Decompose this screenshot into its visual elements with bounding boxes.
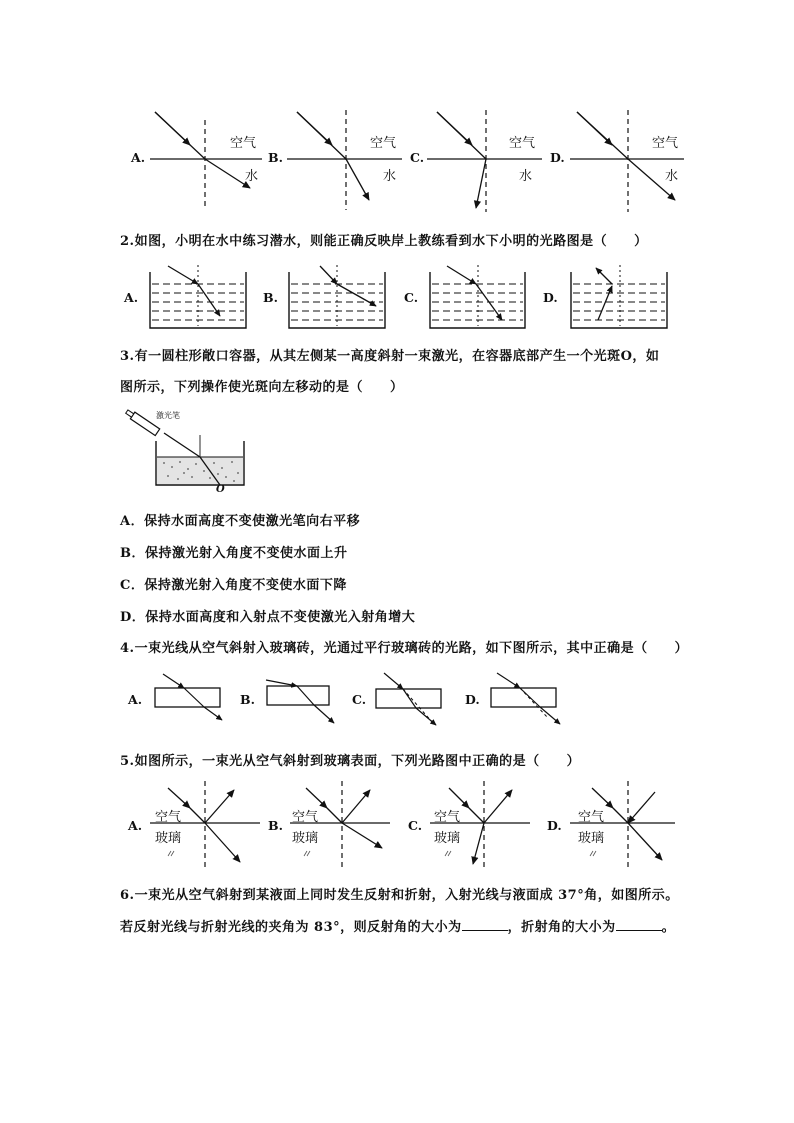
q4-option-c-diagram — [376, 673, 441, 725]
q3-choice-b: B．保持激光射入角度不变使水面上升 — [120, 546, 348, 561]
q5-option-b-label: B. — [268, 818, 283, 833]
q6-question-line1: 6.一束光从空气斜射到某液面上同时发生反射和折射，入射光线与液面成 37°角，如图所示。 — [120, 888, 679, 903]
q1-option-c-label: C. — [410, 150, 425, 165]
q2-option-b-diagram — [289, 265, 385, 328]
q5-c-air-label: 空气 — [434, 810, 461, 825]
q1-option-a-label: A. — [131, 150, 146, 165]
q3-diagram — [120, 405, 270, 500]
q5-c-glass-label: 玻璃 — [434, 831, 461, 846]
q1-diagrams — [0, 100, 794, 220]
q4-question: 4.一束光线从空气斜射入玻璃砖，光通过平行玻璃砖的光路，如下图所示，其中正确是（ ） — [120, 641, 689, 656]
q4-diagrams — [0, 668, 794, 728]
q1-option-b-label: B. — [268, 150, 283, 165]
q5-option-d-label: D. — [547, 818, 562, 833]
q1-option-a-diagram — [150, 112, 262, 210]
q2-option-d-label: D. — [543, 290, 558, 305]
q4-option-a-diagram — [155, 674, 222, 720]
q4-option-c-label: C. — [352, 692, 367, 707]
q3-choice-d: D．保持水面高度和入射点不变使激光入射角增大 — [120, 610, 416, 625]
q4-option-d-label: D. — [465, 692, 480, 707]
refraction-angle-blank[interactable] — [616, 919, 662, 931]
q5-option-c-diagram — [430, 781, 530, 870]
q5-option-c-label: C. — [408, 818, 423, 833]
q2-option-a-label: A. — [124, 290, 139, 305]
q3-choice-c: C．保持激光射入角度不变使水面下降 — [120, 578, 347, 593]
q1-option-d-diagram — [570, 110, 684, 212]
q1-b-air-label: 空气 — [370, 136, 397, 151]
q4-option-d-diagram — [491, 673, 560, 724]
q3-question-line2: 图所示，下列操作使光斑向左移动的是（ ） — [120, 380, 404, 395]
q3-laser-pen-label: 激光笔 — [156, 411, 180, 420]
q1-c-air-label: 空气 — [509, 136, 536, 151]
q1-b-water-label: 水 — [383, 169, 397, 184]
q3-choice-a: A．保持水面高度不变使激光笔向右平移 — [120, 514, 361, 529]
q6-line2-part-c: 。 — [661, 920, 676, 935]
q2-option-c-label: C. — [404, 290, 419, 305]
q3-spot-label: O — [216, 484, 225, 495]
q4-option-a-label: A. — [128, 692, 143, 707]
q2-diagrams — [0, 260, 794, 335]
q1-figure — [0, 100, 794, 220]
q5-diagrams — [0, 778, 794, 873]
q3-figure — [120, 405, 270, 500]
q1-a-air-label: 空气 — [230, 136, 257, 151]
q6-question-line2 — [120, 916, 675, 935]
q1-d-water-label: 水 — [665, 169, 679, 184]
q5-option-b-diagram — [290, 781, 390, 870]
q6-line2-part-b: ，折射角的大小为 — [507, 920, 616, 935]
q5-option-d-diagram — [570, 781, 675, 870]
q2-figure — [0, 260, 794, 335]
q4-option-b-label: B. — [240, 692, 255, 707]
q1-option-d-label: D. — [550, 150, 565, 165]
q6-line2-part-a: 若反射光线与折射光线的夹角为 83°，则反射角的大小为 — [120, 920, 462, 935]
reflection-angle-blank[interactable] — [462, 919, 508, 931]
q5-figure — [0, 778, 794, 873]
q2-option-b-label: B. — [263, 290, 278, 305]
q5-d-air-label: 空气 — [578, 810, 605, 825]
q5-b-air-label: 空气 — [292, 810, 319, 825]
q1-c-water-label: 水 — [519, 169, 533, 184]
q2-option-d-diagram — [571, 265, 667, 328]
q4-option-b-diagram — [266, 680, 334, 723]
q2-option-a-diagram — [150, 265, 246, 328]
q2-question: 2.如图，小明在水中练习潜水，则能正确反映岸上教练看到水下小明的光路图是（ ） — [120, 234, 648, 249]
q1-a-water-label: 水 — [245, 169, 259, 184]
q4-figure — [0, 668, 794, 728]
q5-a-air-label: 空气 — [155, 810, 182, 825]
q5-a-glass-label: 玻璃 — [155, 831, 182, 846]
q5-question: 5.如图所示，一束光从空气斜射到玻璃表面，下列光路图中正确的是（ ） — [120, 754, 581, 769]
q5-b-glass-label: 玻璃 — [292, 831, 319, 846]
q5-option-a-label: A. — [128, 818, 143, 833]
q1-option-b-diagram — [287, 110, 402, 210]
q5-d-glass-label: 玻璃 — [578, 831, 605, 846]
q1-option-c-diagram — [427, 110, 542, 212]
q2-option-c-diagram — [430, 265, 525, 328]
q1-d-air-label: 空气 — [652, 136, 679, 151]
q5-option-a-diagram — [150, 781, 260, 870]
q3-question-line1: 3.有一圆柱形敞口容器，从其左侧某一高度斜射一束激光，在容器底部产生一个光斑O，如 — [120, 349, 660, 364]
